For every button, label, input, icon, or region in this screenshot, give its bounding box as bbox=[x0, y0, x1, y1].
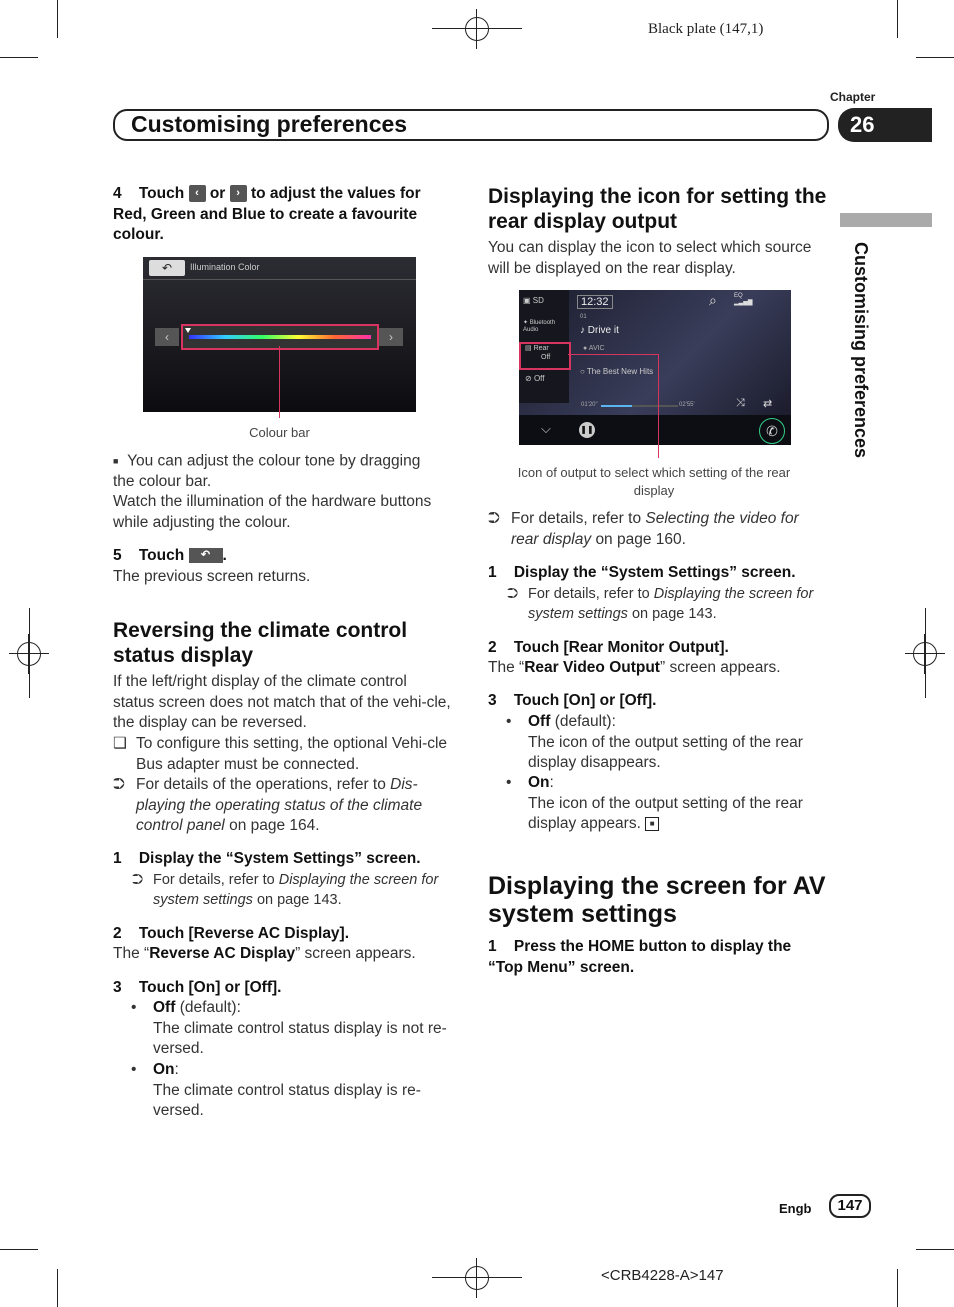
icon-text: You can display the icon to select which source will be displayed on the rear display. bbox=[488, 239, 812, 277]
heading-rear-display-icon: Displaying the icon for setting the rear display output bbox=[488, 185, 827, 233]
arrow-ref-icon: ⮊ bbox=[507, 586, 519, 602]
left-step-3: 3 Touch [On] or [Off]. bbox=[113, 979, 282, 996]
crop-mark bbox=[897, 0, 898, 38]
registration-mark-icon bbox=[457, 9, 497, 49]
bottom-bar bbox=[519, 415, 791, 445]
av-source-screen bbox=[519, 290, 791, 445]
left-step-1-ref: ⮊ For details, refer to Displaying the screen for system settings on page 143. bbox=[132, 872, 439, 908]
step-5: 5 Touch ↶ . bbox=[113, 547, 227, 564]
heading-reverse-climate: Reversing the climate control status display bbox=[113, 619, 408, 667]
registration-mark-icon bbox=[905, 634, 945, 674]
right-step-1: 1 Display the “System Settings” screen. bbox=[488, 564, 796, 581]
eq-icon[interactable]: EQ ▂▃▅▇ bbox=[734, 293, 753, 306]
pause-icon[interactable]: ❚❚ bbox=[579, 422, 595, 438]
song-title: ♪ Drive it bbox=[580, 325, 619, 336]
crop-mark bbox=[916, 1249, 954, 1250]
phone-icon[interactable]: ✆ bbox=[759, 418, 785, 444]
step-5-text: The previous screen returns. bbox=[113, 568, 311, 585]
chapter-label: Chapter bbox=[830, 90, 876, 104]
sd-source[interactable]: ▣ SD bbox=[523, 296, 544, 305]
right-step-2-text: The “Rear Video Output” screen appears. bbox=[488, 659, 781, 676]
plate-label: Black plate (147,1) bbox=[648, 21, 764, 37]
callout-line bbox=[568, 354, 658, 355]
left-on-option: • On: The climate control status display is re-versed. bbox=[131, 1061, 421, 1119]
side-tab-label: Customising preferences bbox=[851, 242, 871, 459]
reverse-note: ❑ To configure this setting, the optional Vehi-cle Bus adapter must be connected. bbox=[113, 735, 448, 773]
arrow-ref-icon: ⮊ bbox=[132, 872, 144, 888]
arrow-ref-icon: ⮊ bbox=[488, 510, 500, 527]
screen-title: Illumination Color bbox=[190, 262, 260, 272]
language-label: Engb bbox=[779, 1201, 812, 1216]
remaining-time: 02'55' bbox=[679, 402, 695, 408]
side-tab-bar bbox=[840, 213, 932, 227]
doc-code: <CRB4228-A>147 bbox=[601, 1267, 724, 1284]
back-icon[interactable]: ↶ bbox=[189, 548, 223, 563]
colour-slider-handle[interactable] bbox=[185, 328, 191, 333]
callout-line bbox=[279, 346, 280, 418]
clock: 12:32 bbox=[577, 295, 613, 309]
square-bullet-icon: ■ bbox=[113, 456, 119, 466]
crop-mark bbox=[897, 1269, 898, 1307]
callout-line bbox=[658, 354, 659, 458]
page-number: 147 bbox=[829, 1194, 871, 1218]
av-step-1: 1 Press the HOME button to display the “Top Menu” screen. bbox=[488, 938, 792, 976]
right-step-1-ref: ⮊ For details, refer to Displaying the screen for system settings on page 143. bbox=[507, 586, 814, 622]
right-on-option: • On: The icon of the output setting of the rear display appears. ■ bbox=[506, 774, 803, 832]
search-icon[interactable]: ⌕ bbox=[709, 292, 717, 308]
album: ○ The Best New Hits bbox=[580, 367, 654, 376]
artist: ● AVIC bbox=[583, 345, 605, 352]
progress-bar[interactable] bbox=[601, 405, 678, 407]
crop-mark bbox=[0, 1249, 38, 1250]
right-step-3: 3 Touch [On] or [Off]. bbox=[488, 692, 657, 709]
off-source[interactable]: ⊘ Off bbox=[525, 374, 545, 383]
step-4: 4 Touch ‹ or › to adjust the values for Red, Green and Blue to create a favourite colour. bbox=[113, 185, 421, 243]
bluetooth-source[interactable]: ✦ Bluetooth Audio bbox=[523, 320, 556, 333]
arrow-ref-icon: ⮊ bbox=[113, 776, 125, 793]
rear-ref: ⮊ For details, refer to Selecting the video for rear display on page 160. bbox=[488, 510, 799, 548]
colour-prev-button[interactable]: ‹ bbox=[155, 328, 179, 346]
registration-mark-icon bbox=[457, 1258, 497, 1298]
heading-av-settings: Displaying the screen for AV system settings bbox=[488, 872, 826, 928]
title-rule bbox=[143, 279, 416, 280]
reverse-text: If the left/right display of the climate control status screen does not match that of the vehi-cle, the display can be reversed. bbox=[113, 673, 451, 731]
right-step-2: 2 Touch [Rear Monitor Output]. bbox=[488, 639, 729, 656]
repeat-icon[interactable]: ⇄ bbox=[763, 398, 773, 410]
reverse-ref: ⮊ For details of the operations, refer to Dis-playing the operating status of the climate control panel on page 164. bbox=[113, 776, 423, 834]
back-button[interactable]: ↶ bbox=[149, 260, 185, 276]
chapter-number: 26 bbox=[850, 112, 875, 137]
colour-next-button[interactable]: › bbox=[379, 328, 403, 346]
registration-mark-icon bbox=[9, 634, 49, 674]
colour-bar[interactable] bbox=[181, 324, 379, 350]
chevron-down-icon[interactable]: ⌵ bbox=[541, 421, 551, 436]
track-number: 01 bbox=[580, 314, 587, 320]
right-off-option: • Off (default): The icon of the output setting of the rear display disappears. bbox=[506, 713, 803, 771]
note-illumination: Watch the illumination of the hardware buttons while adjusting the colour. bbox=[113, 493, 432, 531]
crop-mark bbox=[57, 1269, 58, 1307]
left-step-1: 1 Display the “System Settings” screen. bbox=[113, 850, 421, 867]
elapsed-time: 01'20" bbox=[581, 402, 598, 408]
colour-gradient bbox=[189, 335, 371, 339]
shuffle-icon[interactable]: ⤨ bbox=[736, 397, 745, 409]
colour-bar-caption: Colour bar bbox=[249, 425, 310, 440]
checkbox-note-icon: ❑ bbox=[113, 735, 127, 752]
crop-mark bbox=[916, 57, 954, 58]
left-step-2: 2 Touch [Reverse AC Display]. bbox=[113, 925, 350, 942]
left-off-option: • Off (default): The climate control status display is not re-versed. bbox=[131, 999, 447, 1057]
rear-output-icon[interactable]: ▤ Rear Off bbox=[519, 342, 571, 370]
chevron-right-icon[interactable]: › bbox=[230, 185, 247, 202]
crop-mark bbox=[57, 0, 58, 38]
end-mark-icon: ■ bbox=[645, 817, 659, 831]
chevron-left-icon[interactable]: ‹ bbox=[189, 185, 206, 202]
header-title: Customising preferences bbox=[131, 111, 408, 137]
crop-mark bbox=[0, 57, 38, 58]
left-step-2-text: The “Reverse AC Display” screen appears. bbox=[113, 945, 416, 962]
rear-icon-caption: Icon of output to select which setting of the rear display bbox=[517, 465, 791, 498]
note-colour-tone: ■ You can adjust the colour tone by dragging the colour bar. bbox=[113, 452, 421, 490]
